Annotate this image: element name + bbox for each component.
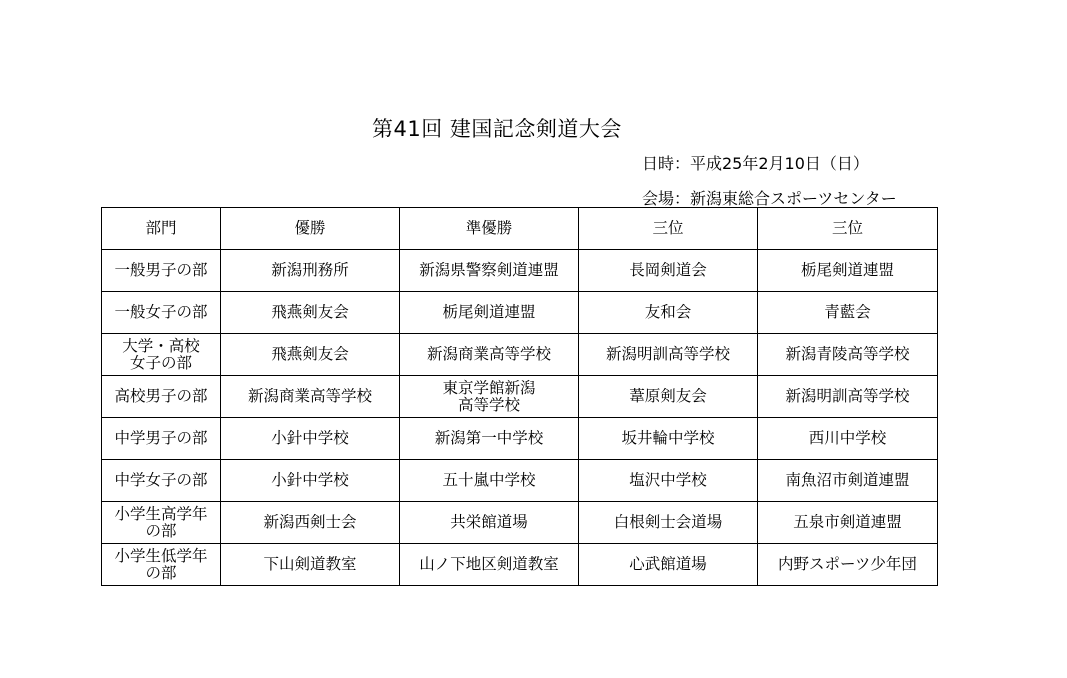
- division-cell-line: 小学生低学年: [114, 546, 208, 565]
- runner-up-cell: [400, 292, 579, 334]
- results-table: [101, 207, 938, 586]
- third-a-cell-text: [621, 430, 714, 447]
- third-b-cell: [758, 502, 938, 544]
- winner-cell-line: 飛燕剣友会: [271, 303, 349, 321]
- winner-cell: [221, 292, 400, 334]
- header-third-b: 三位: [758, 208, 938, 250]
- runner-up-cell-line: 新潟第一中学校: [434, 429, 544, 447]
- runner-up-cell-line: 山ノ下地区剣道教室: [419, 555, 559, 573]
- division-cell: [102, 502, 221, 544]
- winner-cell-text: [248, 388, 372, 405]
- third-a-cell: [579, 544, 758, 586]
- table-row: [102, 418, 938, 460]
- third-b-cell-line: 西川中学校: [808, 429, 887, 447]
- third-a-cell-text: [629, 388, 707, 405]
- winner-cell-line: 新潟西剣士会: [263, 513, 357, 531]
- division-cell-line: 大学・高校: [122, 336, 200, 355]
- winner-cell: [221, 544, 400, 586]
- runner-up-cell: [400, 502, 579, 544]
- header-winner: 優勝: [221, 208, 400, 250]
- table-row: [102, 250, 938, 292]
- table-row: [102, 376, 938, 418]
- winner-cell-text: [271, 262, 349, 279]
- third-a-cell-line: 坂井輪中学校: [621, 429, 715, 447]
- third-a-cell-line: 葦原剣友会: [629, 387, 707, 405]
- third-a-cell-line: 新潟明訓高等学校: [605, 345, 730, 363]
- runner-up-cell-line: 新潟商業高等学校: [426, 345, 551, 363]
- third-a-cell: [579, 376, 758, 418]
- winner-cell-text: [271, 430, 349, 447]
- division-cell-line: 中学男子の部: [114, 429, 208, 447]
- runner-up-cell-text: [427, 346, 551, 363]
- division-cell-text: [114, 304, 207, 321]
- runner-up-cell-text: [442, 472, 535, 489]
- third-b-cell-line: 新潟青陵高等学校: [785, 345, 910, 363]
- division-cell: [102, 418, 221, 460]
- third-a-cell-text: [606, 346, 730, 363]
- third-b-cell-text: [809, 430, 887, 447]
- header-division: 部門: [102, 208, 221, 250]
- third-b-cell-line: 青藍会: [824, 303, 871, 321]
- winner-cell-text: [271, 346, 349, 363]
- third-a-cell-line: 白根剣士会道場: [613, 513, 723, 531]
- division-cell-line: 一般女子の部: [114, 303, 208, 321]
- winner-cell-line: 小針中学校: [271, 471, 349, 489]
- third-b-cell: [758, 418, 938, 460]
- third-b-cell-line: 南魚沼市剣道連盟: [785, 471, 910, 489]
- winner-cell-line: 飛燕剣友会: [271, 345, 349, 363]
- header-third-a: 三位: [579, 208, 758, 250]
- runner-up-cell-text: [450, 514, 528, 531]
- division-cell-text: [122, 338, 200, 372]
- third-b-cell-text: [801, 262, 894, 279]
- third-b-cell-line: 内野スポーツ少年団: [778, 555, 917, 573]
- winner-cell: [221, 250, 400, 292]
- third-b-cell-text: [778, 556, 917, 573]
- runner-up-cell-text: [419, 262, 559, 279]
- division-cell-line: 高校男子の部: [114, 387, 208, 405]
- runner-up-cell-line: 高等学校: [457, 395, 520, 414]
- table-row: [102, 334, 938, 376]
- runner-up-cell-line: 栃尾剣道連盟: [442, 303, 536, 321]
- third-b-cell: [758, 250, 938, 292]
- runner-up-cell: [400, 334, 579, 376]
- winner-cell: [221, 418, 400, 460]
- third-a-cell: [579, 334, 758, 376]
- event-date: 日時：平成25年2月10日（日）: [642, 154, 869, 173]
- winner-cell-text: [271, 304, 349, 321]
- winner-cell-text: [263, 514, 356, 531]
- division-cell-text: [114, 472, 207, 489]
- third-a-cell-line: 塩沢中学校: [629, 471, 707, 489]
- division-cell-line: 小学生高学年: [114, 504, 208, 523]
- division-cell-line: 女子の部: [129, 353, 192, 372]
- winner-cell: [221, 334, 400, 376]
- third-b-cell-line: 五泉市剣道連盟: [793, 513, 902, 531]
- third-a-cell-text: [629, 472, 707, 489]
- table-header-row: [102, 208, 938, 250]
- third-b-cell-line: 栃尾剣道連盟: [800, 261, 894, 279]
- division-cell-text: [114, 430, 207, 447]
- third-a-cell-text: [614, 514, 723, 531]
- third-b-cell: [758, 376, 938, 418]
- table-row: [102, 544, 938, 586]
- division-cell-text: [114, 388, 207, 405]
- winner-cell-line: 新潟刑務所: [271, 261, 349, 279]
- third-a-cell-text: [629, 556, 707, 573]
- event-venue: 会場：新潟東総合スポーツセンター: [642, 189, 897, 208]
- header-runner-up: 準優勝: [400, 208, 579, 250]
- division-cell-text: [114, 506, 207, 540]
- table-row: [102, 292, 938, 334]
- winner-cell-line: 新潟商業高等学校: [247, 387, 372, 405]
- third-a-cell: [579, 460, 758, 502]
- runner-up-cell: [400, 460, 579, 502]
- third-a-cell: [579, 418, 758, 460]
- third-a-cell: [579, 250, 758, 292]
- runner-up-cell: [400, 418, 579, 460]
- runner-up-cell: [400, 544, 579, 586]
- winner-cell-text: [271, 472, 349, 489]
- division-cell: [102, 334, 221, 376]
- third-b-cell-line: 新潟明訓高等学校: [785, 387, 910, 405]
- page-title: 第41回 建国記念剣道大会: [372, 117, 622, 141]
- runner-up-cell: [400, 376, 579, 418]
- division-cell: [102, 250, 221, 292]
- third-b-cell: [758, 544, 938, 586]
- third-a-cell-text: [629, 262, 707, 279]
- division-cell-line: 中学女子の部: [114, 471, 208, 489]
- runner-up-cell-line: 五十嵐中学校: [442, 471, 536, 489]
- division-cell: [102, 460, 221, 502]
- third-a-cell: [579, 502, 758, 544]
- third-a-cell-line: 長岡剣道会: [629, 261, 707, 279]
- runner-up-cell-text: [419, 556, 559, 573]
- third-b-cell-text: [785, 388, 909, 405]
- third-a-cell-line: 友和会: [644, 303, 692, 321]
- third-b-cell: [758, 460, 938, 502]
- third-b-cell-text: [785, 472, 909, 489]
- third-b-cell: [758, 334, 938, 376]
- runner-up-cell: [400, 250, 579, 292]
- winner-cell: [221, 502, 400, 544]
- results-body: [102, 250, 938, 586]
- winner-cell-line: 下山剣道教室: [263, 555, 357, 573]
- third-a-cell-text: [645, 304, 692, 321]
- runner-up-cell-line: 共栄館道場: [450, 513, 528, 531]
- third-b-cell-text: [785, 346, 909, 363]
- table-row: [102, 460, 938, 502]
- division-cell: [102, 376, 221, 418]
- runner-up-cell-text: [442, 304, 535, 321]
- division-cell-line: の部: [145, 563, 177, 582]
- division-cell-text: [114, 262, 207, 279]
- division-cell: [102, 544, 221, 586]
- runner-up-cell-text: [435, 430, 544, 447]
- winner-cell: [221, 460, 400, 502]
- winner-cell: [221, 376, 400, 418]
- third-a-cell: [579, 292, 758, 334]
- runner-up-cell-line: 新潟県警察剣道連盟: [419, 261, 559, 279]
- third-b-cell-text: [824, 304, 871, 321]
- winner-cell-line: 小針中学校: [271, 429, 349, 447]
- division-cell-text: [114, 548, 207, 582]
- division-cell-line: の部: [145, 521, 177, 540]
- third-b-cell: [758, 292, 938, 334]
- runner-up-cell-text: [442, 380, 535, 414]
- table-row: [102, 502, 938, 544]
- runner-up-cell-line: 東京学館新潟: [442, 378, 536, 397]
- third-a-cell-line: 心武館道場: [629, 555, 707, 573]
- division-cell-line: 一般男子の部: [114, 261, 208, 279]
- winner-cell-text: [263, 556, 356, 573]
- third-b-cell-text: [793, 514, 902, 531]
- division-cell: [102, 292, 221, 334]
